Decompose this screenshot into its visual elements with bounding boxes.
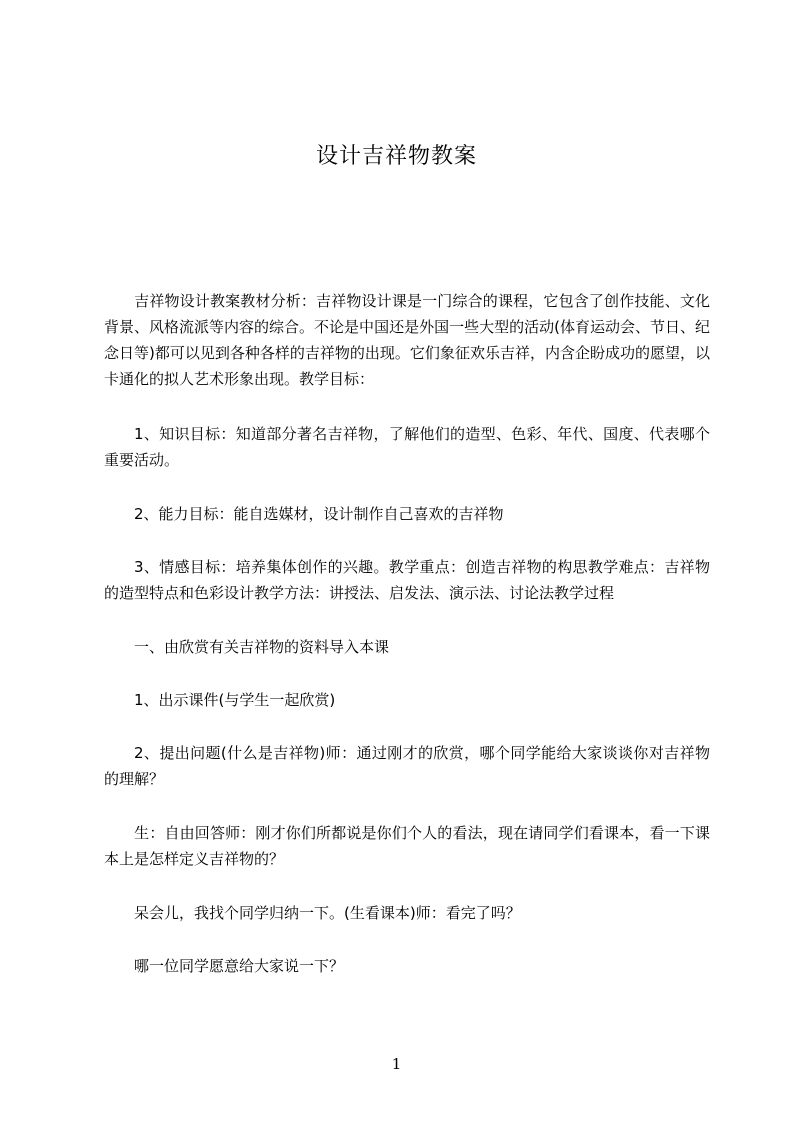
paragraph-question — [104, 953, 710, 979]
paragraph-text: 1、知识目标：知道部分著名吉祥物，了解他们的造型、色彩、年代、国度、代表哪个重要活动。 — [104, 425, 710, 469]
paragraph-step-1 — [104, 687, 710, 713]
paragraph-knowledge-goal — [104, 421, 710, 473]
paragraph-text: 2、能力目标：能自选媒材，设计制作自己喜欢的吉祥物 — [134, 505, 504, 523]
page-number: 1 — [391, 1055, 402, 1073]
paragraph-text: 哪一位同学愿意给大家说一下？ — [134, 957, 345, 975]
paragraph-text: 呆会儿，我找个同学归纳一下。(生看课本)师：看完了吗？ — [134, 904, 521, 922]
paragraph-step-2 — [104, 740, 710, 792]
paragraph-summarize — [104, 900, 710, 926]
paragraph-text: 1、出示课件(与学生一起欣赏) — [134, 691, 336, 709]
paragraph-section-heading — [104, 634, 710, 660]
paragraph-analysis — [104, 288, 710, 392]
paragraph-text: 一、由欣赏有关吉祥物的资料导入本课 — [134, 638, 390, 656]
paragraph-text: 生：自由回答师：刚才你们所都说是你们个人的看法，现在请同学们看课本，看一下课本上是怎样定义吉祥物的？ — [104, 824, 710, 868]
paragraph-student-answer — [104, 820, 710, 872]
paragraph-text: 3、情感目标：培养集体创作的兴趣。教学重点：创造吉祥物的构思教学难点：吉祥物的造型特点和色彩设计教学方法：讲授法、启发法、演示法、讨论法教学过程 — [104, 558, 710, 602]
paragraph-text: 2、提出问题(什么是吉祥物)师：通过刚才的欣赏，哪个同学能给大家谈谈你对吉祥物的理解？ — [104, 744, 710, 788]
paragraph-emotion-goal — [104, 554, 710, 606]
page-title: 设计吉祥物教案 — [315, 144, 477, 169]
paragraph-text: 吉祥物设计教案教材分析：吉祥物设计课是一门综合的课程，它包含了创作技能、文化背景、风格流派等内容的综合。不论是中国还是外国一些大型的活动(体育运动会、节日、纪念日等)都可以见到各种各样的吉祥物的出现。它们象征欢乐吉祥，内含企盼成功的愿望，以卡通化的拟人艺术形象出现。教学目标： — [104, 292, 710, 388]
paragraph-ability-goal — [104, 501, 710, 527]
